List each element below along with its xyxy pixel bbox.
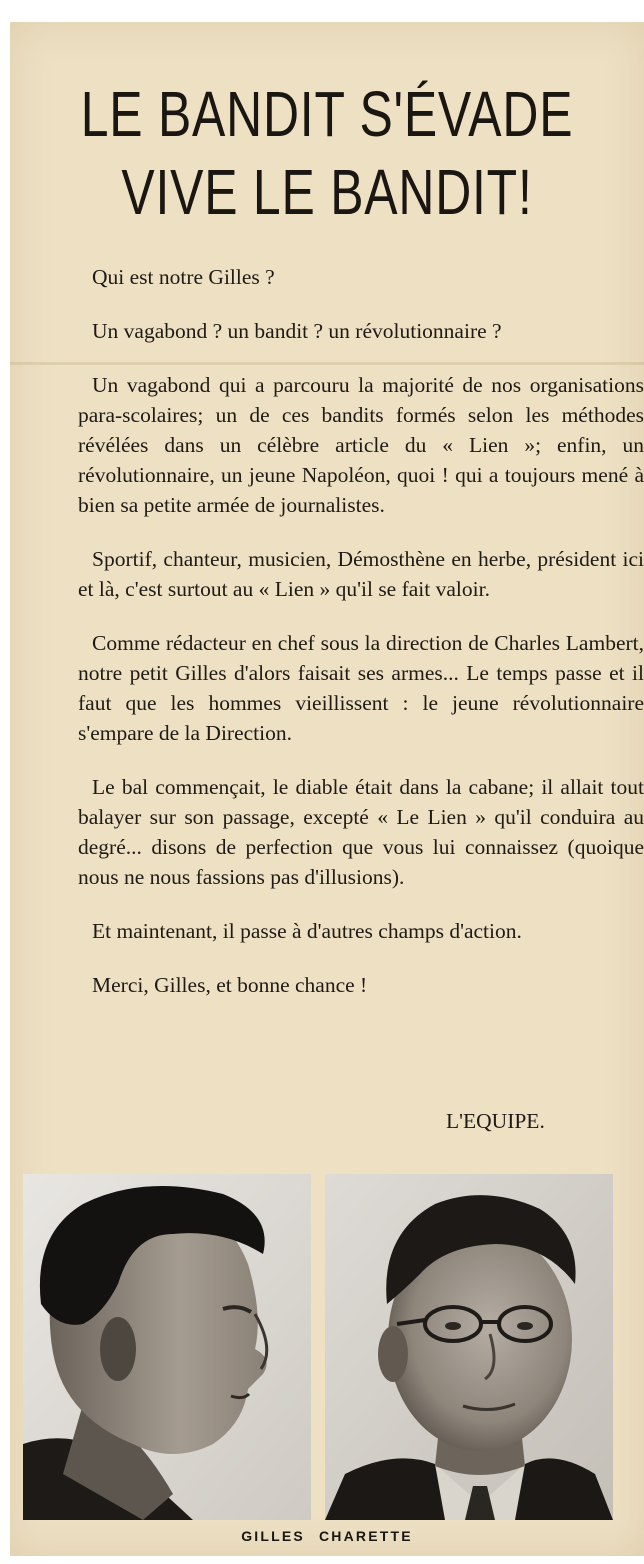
article-paragraph: Un vagabond ? un bandit ? un révolutionnaire ? xyxy=(92,319,502,343)
portrait-photo-front xyxy=(325,1174,613,1520)
article-paragraph: Le bal commençait, le diable était dans la cabane; il allait tout balayer sur son passage, excepté « Le Lien » qu'il conduira au degré... disons de perfection que vous lui connaissez (quoique nous ne nous fassions pas d'illusions). xyxy=(78,775,644,889)
headline-line-2: VIVE LE BANDIT! xyxy=(121,156,533,228)
portrait-photo-profile xyxy=(23,1174,311,1520)
article-body xyxy=(78,262,644,1024)
newspaper-clipping xyxy=(10,22,644,1556)
article-paragraph: Sportif, chanteur, musicien, Démosthène en herbe, président ici et là, c'est surtout au « Lien » qu'il se fait valoir. xyxy=(78,547,644,601)
article-paragraph: Merci, Gilles, et bonne chance ! xyxy=(92,973,368,997)
headline-line-1: LE BANDIT S'ÉVADE xyxy=(80,78,574,150)
article-paragraph: Qui est notre Gilles ? xyxy=(92,265,275,289)
article-paragraph: Un vagabond qui a parcouru la majorité de nos organisations para-scolaires; un de ces bandits formés selon les méthodes révélées dans un célèbre article du « Lien »; enfin, un révolutionnaire, un jeune Napoléon, quoi ! qui a toujours mené à bien sa petite armée de journalistes. xyxy=(78,373,644,517)
caption-first-name: GILLES xyxy=(241,1528,305,1544)
article-paragraph: Et maintenant, il passe à d'autres champs d'action. xyxy=(92,919,522,943)
profile-portrait-illustration xyxy=(23,1174,311,1520)
article-signature: L'EQUIPE. xyxy=(446,1109,545,1133)
front-portrait-illustration xyxy=(325,1174,613,1520)
article-paragraph: Comme rédacteur en chef sous la direction de Charles Lambert, notre petit Gilles d'alors faisait ses armes... Le temps passe et il faut que les hommes vieillissent : le jeune révolutionnaire s'empare de la Direction. xyxy=(78,631,644,745)
caption-last-name: CHARETTE xyxy=(318,1528,413,1544)
photo-caption xyxy=(10,1528,644,1544)
